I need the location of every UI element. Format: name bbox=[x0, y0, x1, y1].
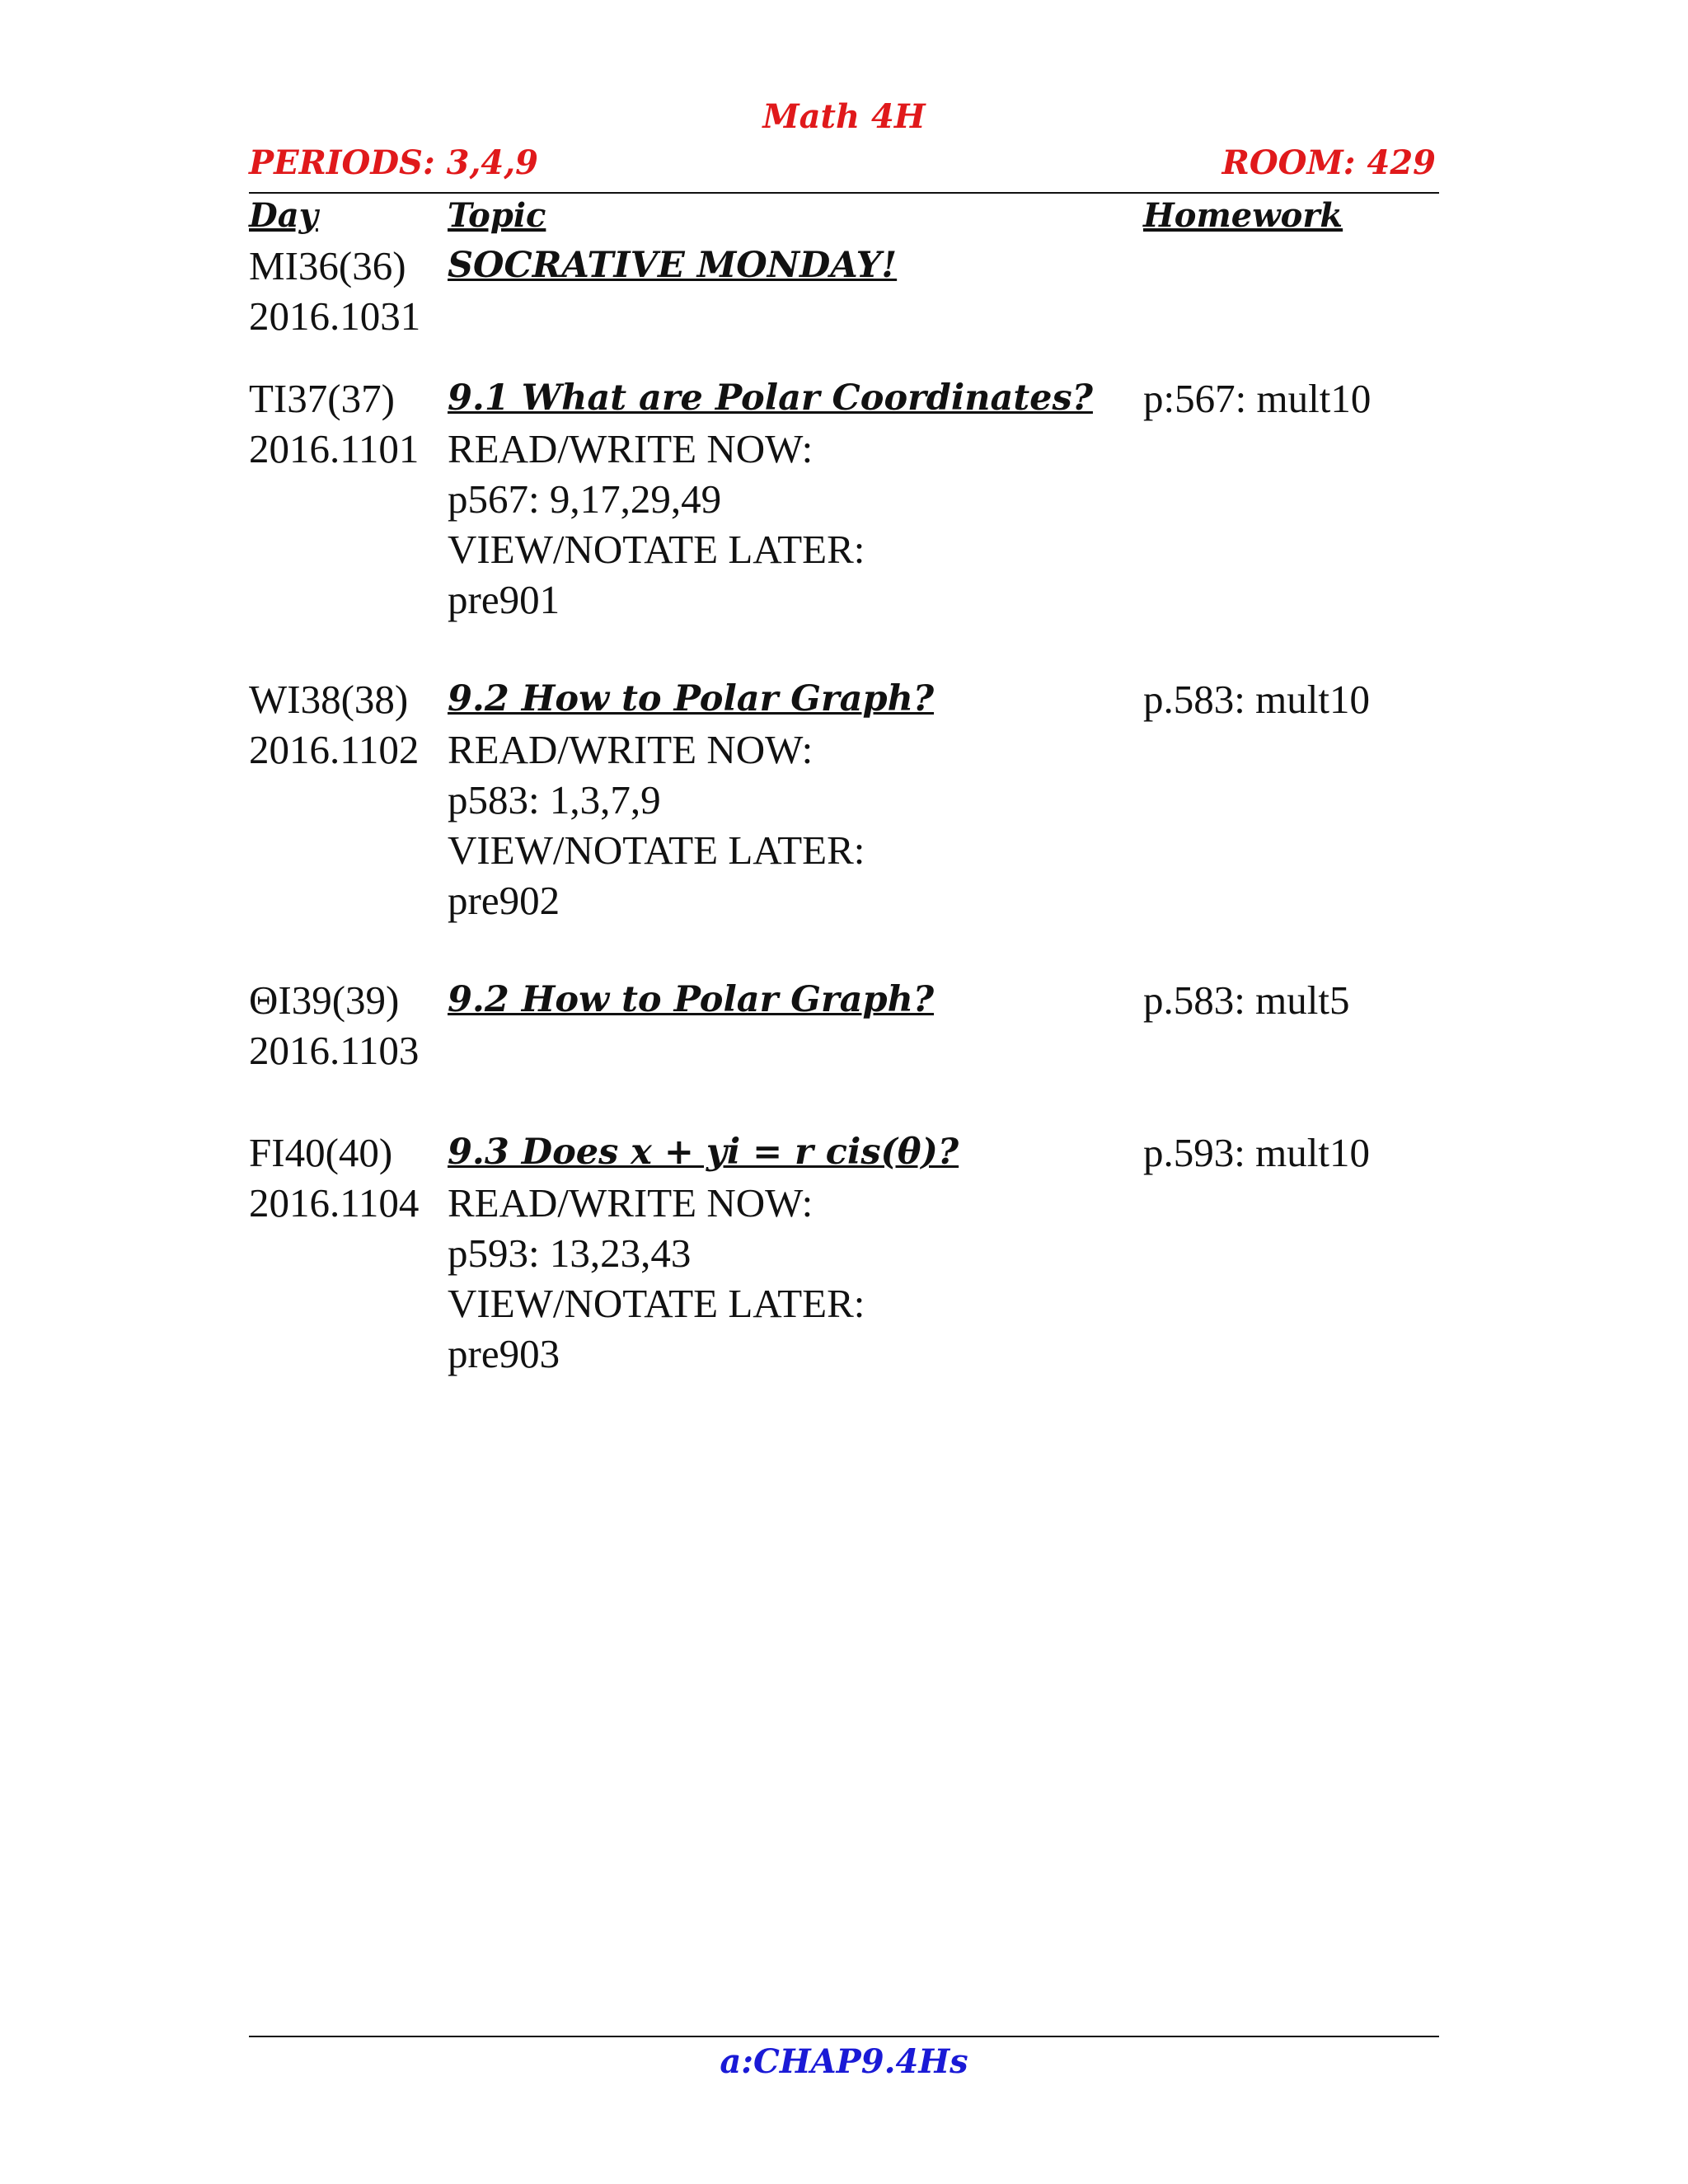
topic-detail: READ/WRITE NOW: bbox=[448, 727, 814, 772]
topic-title: 9.3 Does x + yi = r cis(θ)? bbox=[448, 1132, 959, 1173]
topic-detail: p583: 1,3,7,9 bbox=[448, 777, 661, 823]
day-date: 2016.1103 bbox=[249, 1028, 420, 1073]
course-title: Math 4H bbox=[762, 97, 926, 136]
topic-cell bbox=[448, 674, 934, 926]
header-rule bbox=[249, 192, 1439, 194]
day-cell bbox=[249, 373, 419, 474]
day-code: WI38(38) bbox=[249, 677, 409, 722]
column-header-homework: Homework bbox=[1143, 196, 1343, 235]
day-date: 2016.1104 bbox=[249, 1180, 420, 1226]
topic-detail: VIEW/NOTATE LATER: bbox=[448, 527, 865, 572]
topic-title: SOCRATIVE MONDAY! bbox=[448, 245, 898, 286]
day-cell bbox=[249, 1127, 419, 1228]
day-cell bbox=[249, 674, 419, 775]
homework-cell: p:567: mult10 bbox=[1143, 376, 1372, 421]
day-date: 2016.1101 bbox=[249, 426, 420, 471]
topic-detail: READ/WRITE NOW: bbox=[448, 1180, 814, 1226]
day-code: FI40(40) bbox=[249, 1130, 393, 1175]
topic-detail: p567: 9,17,29,49 bbox=[448, 476, 722, 522]
day-code: ΘI39(39) bbox=[249, 977, 400, 1023]
column-header-day: Day bbox=[249, 196, 318, 235]
topic-detail: VIEW/NOTATE LATER: bbox=[448, 827, 865, 873]
day-cell bbox=[249, 241, 420, 341]
footer-rule bbox=[249, 2036, 1439, 2037]
topic-title: 9.2 How to Polar Graph? bbox=[448, 678, 935, 719]
topic-detail: p593: 13,23,43 bbox=[448, 1230, 692, 1276]
periods-label: PERIODS: 3,4,9 bbox=[249, 143, 538, 182]
topic-cell bbox=[448, 1127, 959, 1379]
footer-code: a:CHAP9.4Hs bbox=[720, 2042, 968, 2081]
topic-title: 9.2 How to Polar Graph? bbox=[448, 979, 935, 1020]
homework-cell: p.593: mult10 bbox=[1143, 1130, 1370, 1175]
topic-cell bbox=[448, 373, 1093, 625]
day-date: 2016.1102 bbox=[249, 727, 420, 772]
column-header-topic: Topic bbox=[448, 196, 546, 235]
topic-detail: VIEW/NOTATE LATER: bbox=[448, 1281, 865, 1326]
day-cell bbox=[249, 975, 419, 1076]
day-code: MI36(36) bbox=[249, 243, 406, 288]
topic-detail: pre903 bbox=[448, 1331, 560, 1376]
homework-cell: p.583: mult10 bbox=[1143, 677, 1370, 722]
day-code: TI37(37) bbox=[249, 376, 395, 421]
homework-cell: p.583: mult5 bbox=[1143, 977, 1350, 1023]
topic-cell bbox=[448, 975, 934, 1025]
topic-cell bbox=[448, 241, 897, 291]
room-label: ROOM: 429 bbox=[1221, 143, 1436, 182]
topic-detail: pre902 bbox=[448, 878, 560, 923]
topic-title: 9.1 What are Polar Coordinates? bbox=[448, 377, 1093, 419]
topic-detail: pre901 bbox=[448, 577, 560, 622]
day-date: 2016.1031 bbox=[249, 293, 421, 339]
topic-detail: READ/WRITE NOW: bbox=[448, 426, 814, 471]
